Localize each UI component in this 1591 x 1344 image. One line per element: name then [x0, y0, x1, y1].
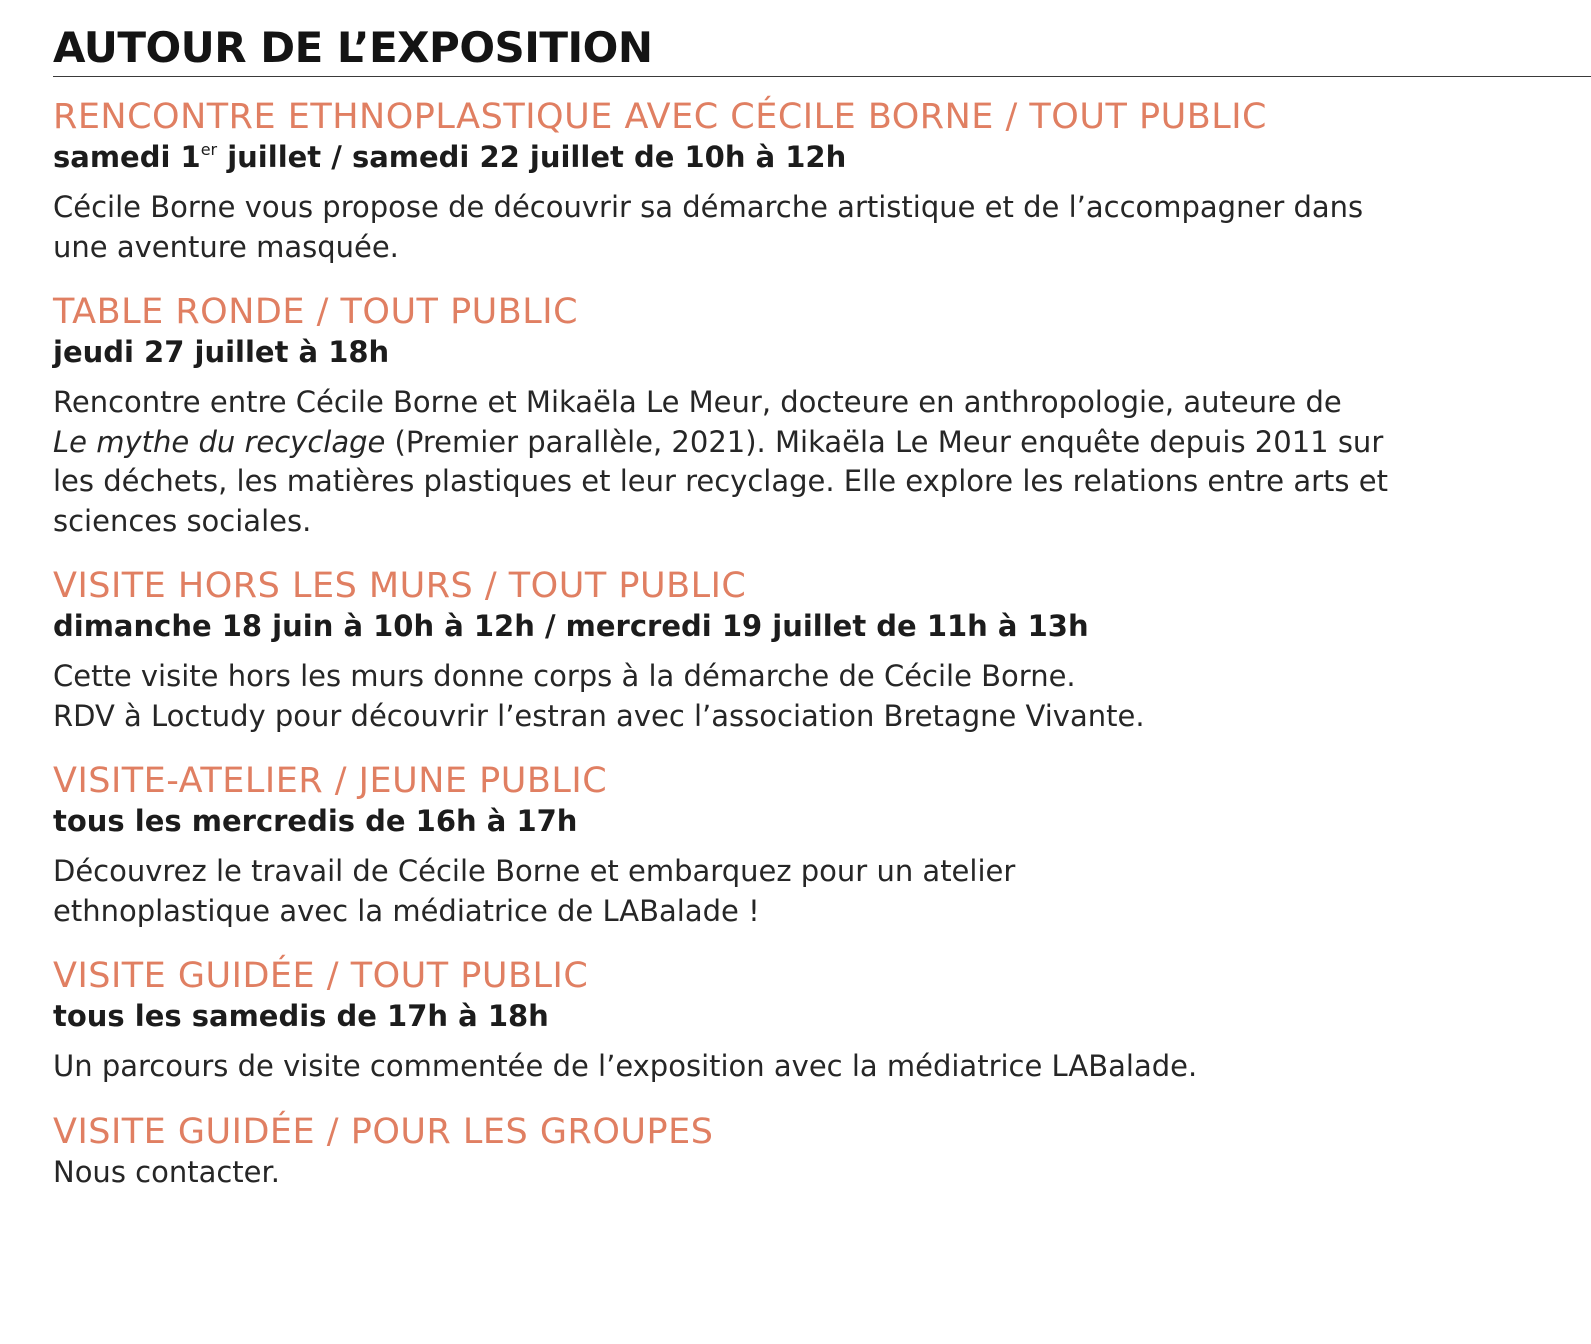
event-description: Nous contacter. — [53, 1154, 280, 1189]
page-title: AUTOUR DE L’EXPOSITION — [53, 23, 653, 72]
event-description-italic: Le mythe du recyclage — [53, 424, 386, 459]
event-date-suffix: juillet / samedi 22 juillet de 10h à 12h — [217, 140, 847, 174]
event-date: dimanche 18 juin à 10h à 12h / mercredi 19 juillet de 11h à 13h — [53, 609, 1089, 643]
event-description-rest: (Premier parallèle, 2021). Mikaëla Le Meur enquête depuis 2011 sur les déchets, les matières plastiques et leur recyclage. Elle explore les relations entre arts et sciences sociales. — [53, 424, 1388, 538]
event-title: TABLE RONDE / TOUT PUBLIC — [53, 292, 579, 332]
event-description: Un parcours de visite commentée de l’exposition avec la médiatrice LABalade. — [53, 1049, 1198, 1083]
title-divider — [53, 76, 1591, 77]
event-title: VISITE-ATELIER / JEUNE PUBLIC — [53, 761, 608, 801]
document-page — [53, 20, 1591, 1192]
event-description: Découvrez le travail de Cécile Borne et embarquez pour un atelier ethnoplastique avec la médiatrice de LABalade ! — [53, 854, 1016, 928]
event-title: RENCONTRE ETHNOPLASTIQUE AVEC CÉCILE BORNE / TOUT PUBLIC — [53, 97, 1267, 137]
event-title: VISITE HORS LES MURS / TOUT PUBLIC — [53, 566, 747, 606]
event-description — [53, 383, 1543, 541]
event-description: Cette visite hors les murs donne corps à la démarche de Cécile Borne. RDV à Loctudy pour découvrir l’estran avec l’association Bretagne Vivante. — [53, 659, 1145, 733]
event-date: jeudi 27 juillet à 18h — [53, 335, 390, 369]
event-date-sup: er — [200, 140, 218, 159]
event-visite-guidee-tout-public — [53, 955, 1591, 1087]
event-description: Cécile Borne vous propose de découvrir sa démarche artistique et de l’accompagner dans une aventure masquée. — [53, 190, 1364, 264]
event-table-ronde — [53, 291, 1591, 541]
event-date: tous les mercredis de 16h à 17h — [53, 804, 578, 838]
event-title: VISITE GUIDÉE / TOUT PUBLIC — [53, 956, 589, 996]
event-rencontre — [53, 96, 1591, 267]
event-visite-hors-les-murs — [53, 565, 1591, 736]
event-description-line1: Rencontre entre Cécile Borne et Mikaëla Le Meur, docteure en anthropologie, auteure de — [53, 385, 1342, 419]
event-visite-guidee-groupes — [53, 1111, 1591, 1193]
event-date — [53, 138, 1591, 176]
event-visite-atelier — [53, 760, 1591, 931]
event-date-prefix: samedi 1 — [53, 140, 201, 174]
event-title: VISITE GUIDÉE / POUR LES GROUPES — [53, 1111, 714, 1152]
event-date: tous les samedis de 17h à 18h — [53, 999, 549, 1033]
